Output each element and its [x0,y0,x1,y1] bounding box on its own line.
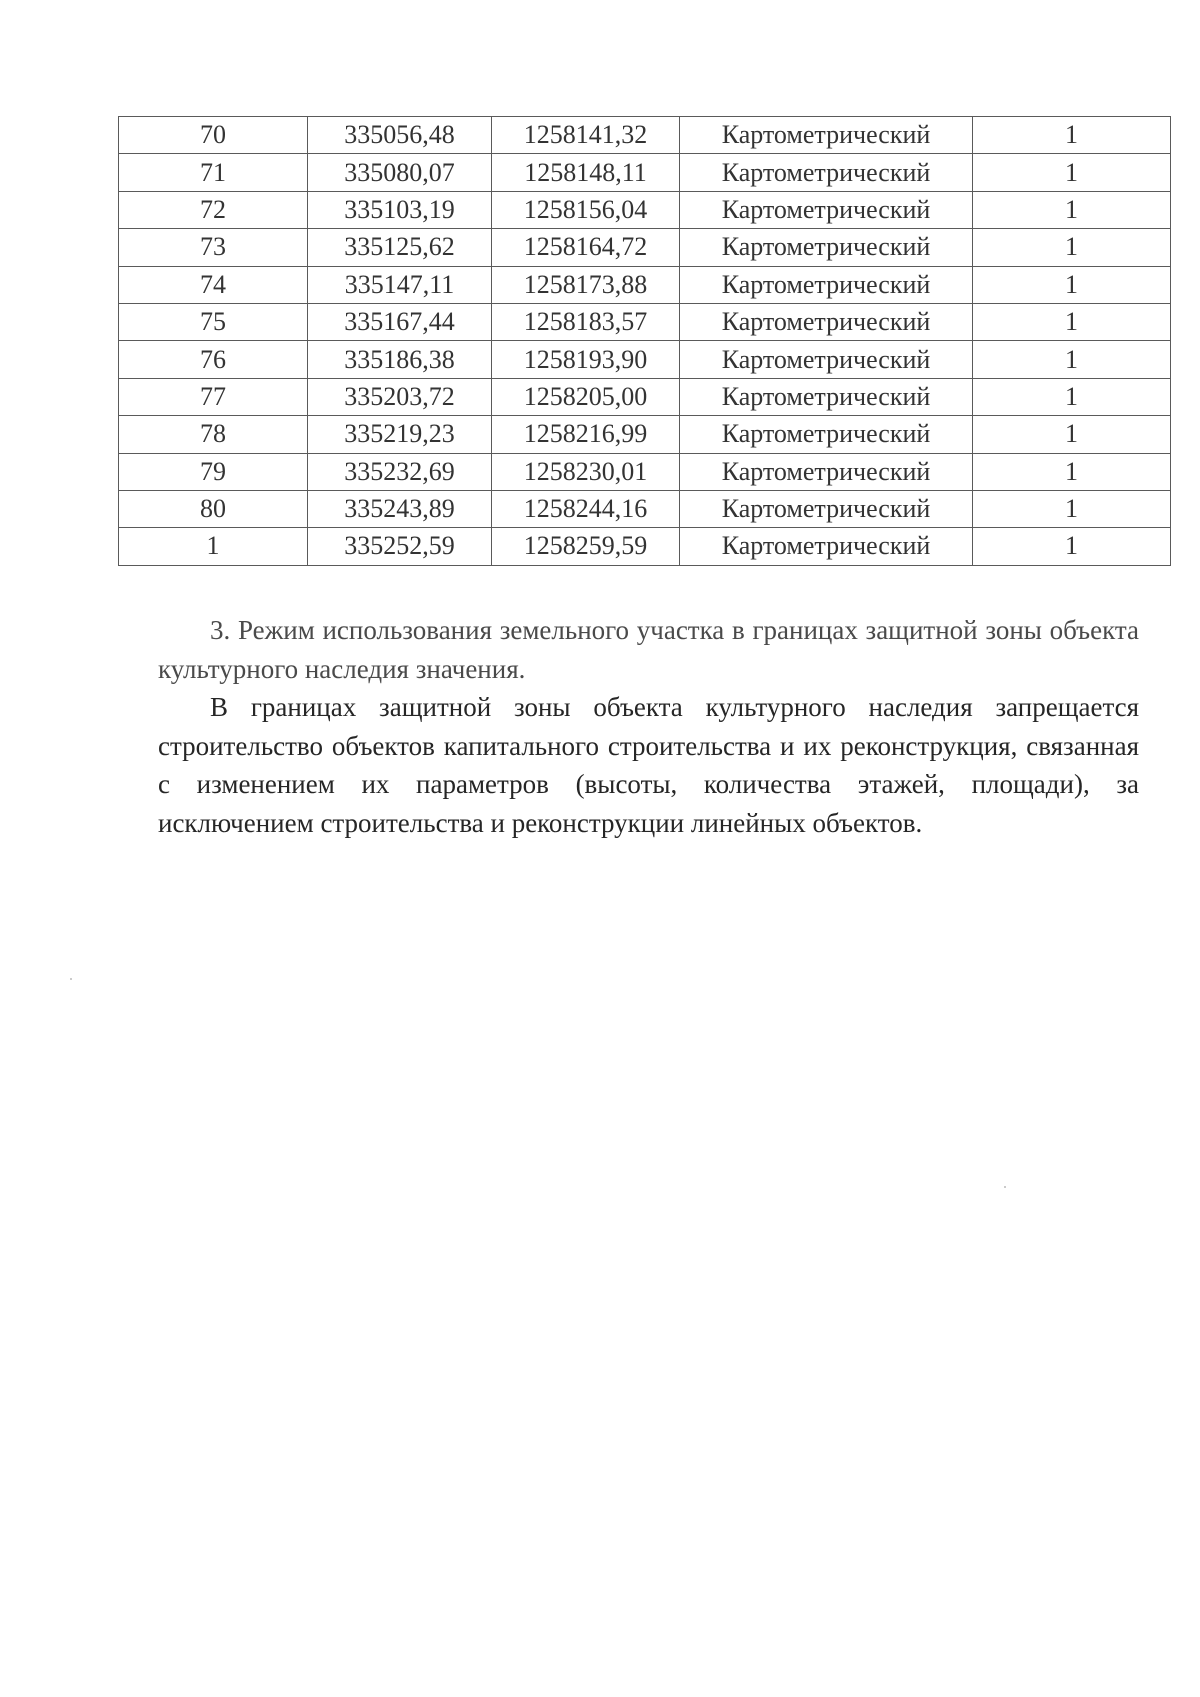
y-coordinate-cell: 1258183,57 [492,303,680,340]
method-cell: Картометрический [680,528,973,565]
x-coordinate-cell: 335147,11 [308,266,492,303]
accuracy-cell: 1 [973,229,1171,266]
method-cell: Картометрический [680,453,973,490]
x-coordinate-cell: 335243,89 [308,490,492,527]
table-row [119,416,1171,453]
scan-speck [1004,1186,1006,1188]
y-coordinate-cell: 1258141,32 [492,117,680,154]
x-coordinate-cell: 335203,72 [308,378,492,415]
table-row [119,528,1171,565]
point-number-cell: 75 [119,303,308,340]
section-heading: 3. Режим использования земельного участка в границах защитной зоны объекта культурного наследия значения. [158,615,1139,684]
section-body-paragraph: В границах защитной зоны объекта культурного наследия запрещается строительство объектов капитального строительства и их реконструкция, связанная с изменением их параметров (высоты, количества этажей, площади), за исключением строительства и реконструкции линейных объектов. [158,692,1139,838]
accuracy-cell: 1 [973,453,1171,490]
x-coordinate-cell: 335080,07 [308,154,492,191]
x-coordinate-cell: 335103,19 [308,191,492,228]
table-row [119,490,1171,527]
table-row [119,341,1171,378]
y-coordinate-cell: 1258205,00 [492,378,680,415]
y-coordinate-cell: 1258244,16 [492,490,680,527]
table-row [119,191,1171,228]
point-number-cell: 1 [119,528,308,565]
x-coordinate-cell: 335125,62 [308,229,492,266]
y-coordinate-cell: 1258148,11 [492,154,680,191]
x-coordinate-cell: 335186,38 [308,341,492,378]
coordinates-table-body [119,117,1171,566]
point-number-cell: 76 [119,341,308,378]
method-cell: Картометрический [680,117,973,154]
table-row [119,117,1171,154]
point-number-cell: 77 [119,378,308,415]
x-coordinate-cell: 335252,59 [308,528,492,565]
section-3 [158,611,1139,842]
point-number-cell: 70 [119,117,308,154]
x-coordinate-cell: 335167,44 [308,303,492,340]
x-coordinate-cell: 335056,48 [308,117,492,154]
y-coordinate-cell: 1258193,90 [492,341,680,378]
y-coordinate-cell: 1258156,04 [492,191,680,228]
scan-speck [70,978,72,980]
y-coordinate-cell: 1258216,99 [492,416,680,453]
method-cell: Картометрический [680,229,973,266]
table-row [119,229,1171,266]
y-coordinate-cell: 1258230,01 [492,453,680,490]
point-number-cell: 72 [119,191,308,228]
accuracy-cell: 1 [973,191,1171,228]
y-coordinate-cell: 1258173,88 [492,266,680,303]
accuracy-cell: 1 [973,303,1171,340]
point-number-cell: 78 [119,416,308,453]
method-cell: Картометрический [680,416,973,453]
accuracy-cell: 1 [973,341,1171,378]
table-row [119,378,1171,415]
table-row [119,266,1171,303]
method-cell: Картометрический [680,490,973,527]
y-coordinate-cell: 1258164,72 [492,229,680,266]
method-cell: Картометрический [680,266,973,303]
accuracy-cell: 1 [973,528,1171,565]
x-coordinate-cell: 335219,23 [308,416,492,453]
y-coordinate-cell: 1258259,59 [492,528,680,565]
coordinates-table [118,116,1171,566]
table-row [119,303,1171,340]
accuracy-cell: 1 [973,490,1171,527]
point-number-cell: 71 [119,154,308,191]
accuracy-cell: 1 [973,266,1171,303]
method-cell: Картометрический [680,191,973,228]
x-coordinate-cell: 335232,69 [308,453,492,490]
point-number-cell: 80 [119,490,308,527]
accuracy-cell: 1 [973,416,1171,453]
method-cell: Картометрический [680,154,973,191]
table-row [119,453,1171,490]
method-cell: Картометрический [680,341,973,378]
method-cell: Картометрический [680,378,973,415]
accuracy-cell: 1 [973,117,1171,154]
point-number-cell: 79 [119,453,308,490]
point-number-cell: 73 [119,229,308,266]
table-row [119,154,1171,191]
method-cell: Картометрический [680,303,973,340]
accuracy-cell: 1 [973,154,1171,191]
point-number-cell: 74 [119,266,308,303]
accuracy-cell: 1 [973,378,1171,415]
